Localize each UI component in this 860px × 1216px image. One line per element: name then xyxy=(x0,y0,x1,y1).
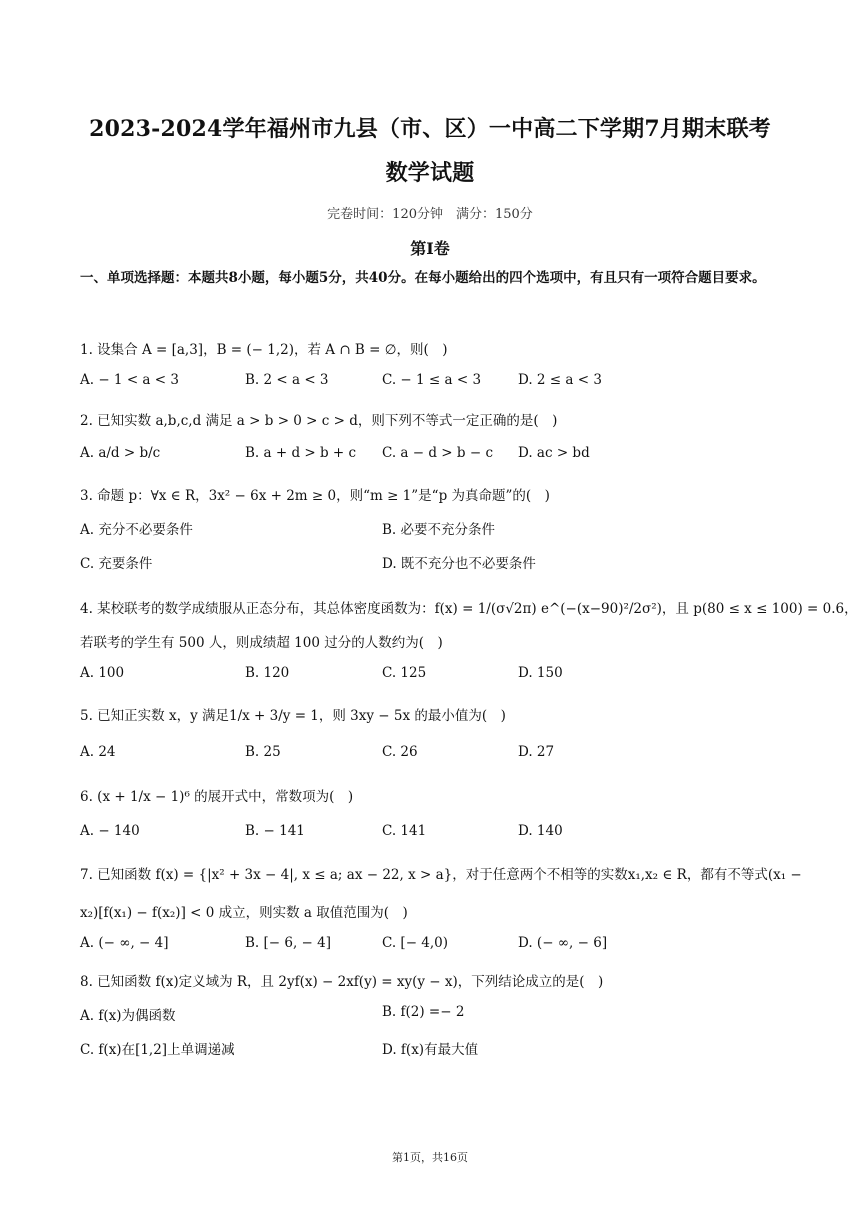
question-stem: 3. 命题 p：∀x ∈ R，3x² − 6x + 2m ≥ 0，则“m ≥ 1”是“p 为真命题”的( ) xyxy=(80,488,550,504)
option-d: D. (− ∞, − 6] xyxy=(518,935,608,951)
option-d: D. 既不充分也不必要条件 xyxy=(382,556,536,572)
option-a: A. 充分不必要条件 xyxy=(80,522,193,538)
option-d: D. 140 xyxy=(518,823,563,839)
option-d: D. f(x)有最大值 xyxy=(382,1042,479,1058)
question-stem: 6. (x + 1/x − 1)⁶ 的展开式中，常数项为( ) xyxy=(80,789,354,805)
option-c: C. f(x)在[1,2]上单调递减 xyxy=(80,1042,235,1058)
page-number: 第1页，共16页 xyxy=(392,1151,468,1164)
option-a: A. (− ∞, − 4] xyxy=(80,935,169,951)
option-b: B. 120 xyxy=(245,665,290,681)
option-a: A. f(x)为偶函数 xyxy=(80,1008,176,1024)
option-a: A. − 140 xyxy=(80,823,140,839)
option-c: C. 26 xyxy=(382,744,418,760)
exam-title: 2023-2024学年福州市九县（市、区）一中高二下学期7月期末联考 xyxy=(89,116,771,142)
option-b: B. − 141 xyxy=(245,823,305,839)
option-d: D. 2 ≤ a < 3 xyxy=(518,372,602,388)
option-b: B. 必要不充分条件 xyxy=(382,522,496,538)
option-c: C. [− 4,0) xyxy=(382,935,449,951)
option-b: B. f(2) =− 2 xyxy=(382,1004,465,1020)
option-c: C. 充要条件 xyxy=(80,556,153,572)
option-b: B. 25 xyxy=(245,744,281,760)
question-stem: 5. 已知正实数 x，y 满足1/x + 3/y = 1，则 3xy − 5x 的最小值为( ) xyxy=(80,708,506,724)
section-heading: 一、单项选择题：本题共8小题，每小题5分，共40分。在每小题给出的四个选项中，有且只有一项符合题目要求。 xyxy=(80,270,766,286)
option-d: D. 27 xyxy=(518,744,555,760)
question-stem-cont: 若联考的学生有 500 人，则成绩超 100 过分的人数约为( ) xyxy=(80,635,443,651)
question-stem: 8. 已知函数 f(x)定义域为 R，且 2yf(x) − 2xf(y) = xy(y − x)，下列结论成立的是( ) xyxy=(80,974,604,990)
option-d: D. ac > bd xyxy=(518,445,590,461)
option-a: A. − 1 < a < 3 xyxy=(80,372,179,388)
option-b: B. a + d > b + c xyxy=(245,445,357,461)
option-a: A. a/d > b/c xyxy=(80,445,161,461)
question-stem: 1. 设集合 A = [a,3]，B = (− 1,2)，若 A ∩ B = ∅，则( ) xyxy=(80,342,448,358)
option-c: C. a − d > b − c xyxy=(382,445,494,461)
option-b: B. 2 < a < 3 xyxy=(245,372,329,388)
option-d: D. 150 xyxy=(518,665,563,681)
question-stem: 4. 某校联考的数学成绩服从正态分布，其总体密度函数为：f(x) = 1/(σ√2π) e^(−(x−90)²/2σ²)，且 p(80 ≤ x ≤ 100) = 0.6， xyxy=(80,601,858,617)
option-b: B. [− 6, − 4] xyxy=(245,935,332,951)
option-c: C. 141 xyxy=(382,823,427,839)
option-a: A. 100 xyxy=(80,665,125,681)
question-stem: 7. 已知函数 f(x) = {|x² + 3x − 4|, x ≤ a; ax − 22, x > a}，对于任意两个不相等的实数x₁,x₂ ∈ R，都有不等式(x₁ − xyxy=(80,867,802,883)
volume-label: 第Ⅰ卷 xyxy=(410,239,450,258)
question-stem-cont: x₂)[f(x₁) − f(x₂)] < 0 成立，则实数 a 取值范围为( ) xyxy=(80,905,408,921)
exam-subject: 数学试题 xyxy=(385,160,475,186)
option-c: C. 125 xyxy=(382,665,427,681)
option-c: C. − 1 ≤ a < 3 xyxy=(382,372,482,388)
exam-info: 完卷时间：120分钟 满分：150分 xyxy=(327,207,533,222)
question-stem: 2. 已知实数 a,b,c,d 满足 a > b > 0 > c > d，则下列不等式一定正确的是( ) xyxy=(80,413,558,429)
option-a: A. 24 xyxy=(80,744,116,760)
